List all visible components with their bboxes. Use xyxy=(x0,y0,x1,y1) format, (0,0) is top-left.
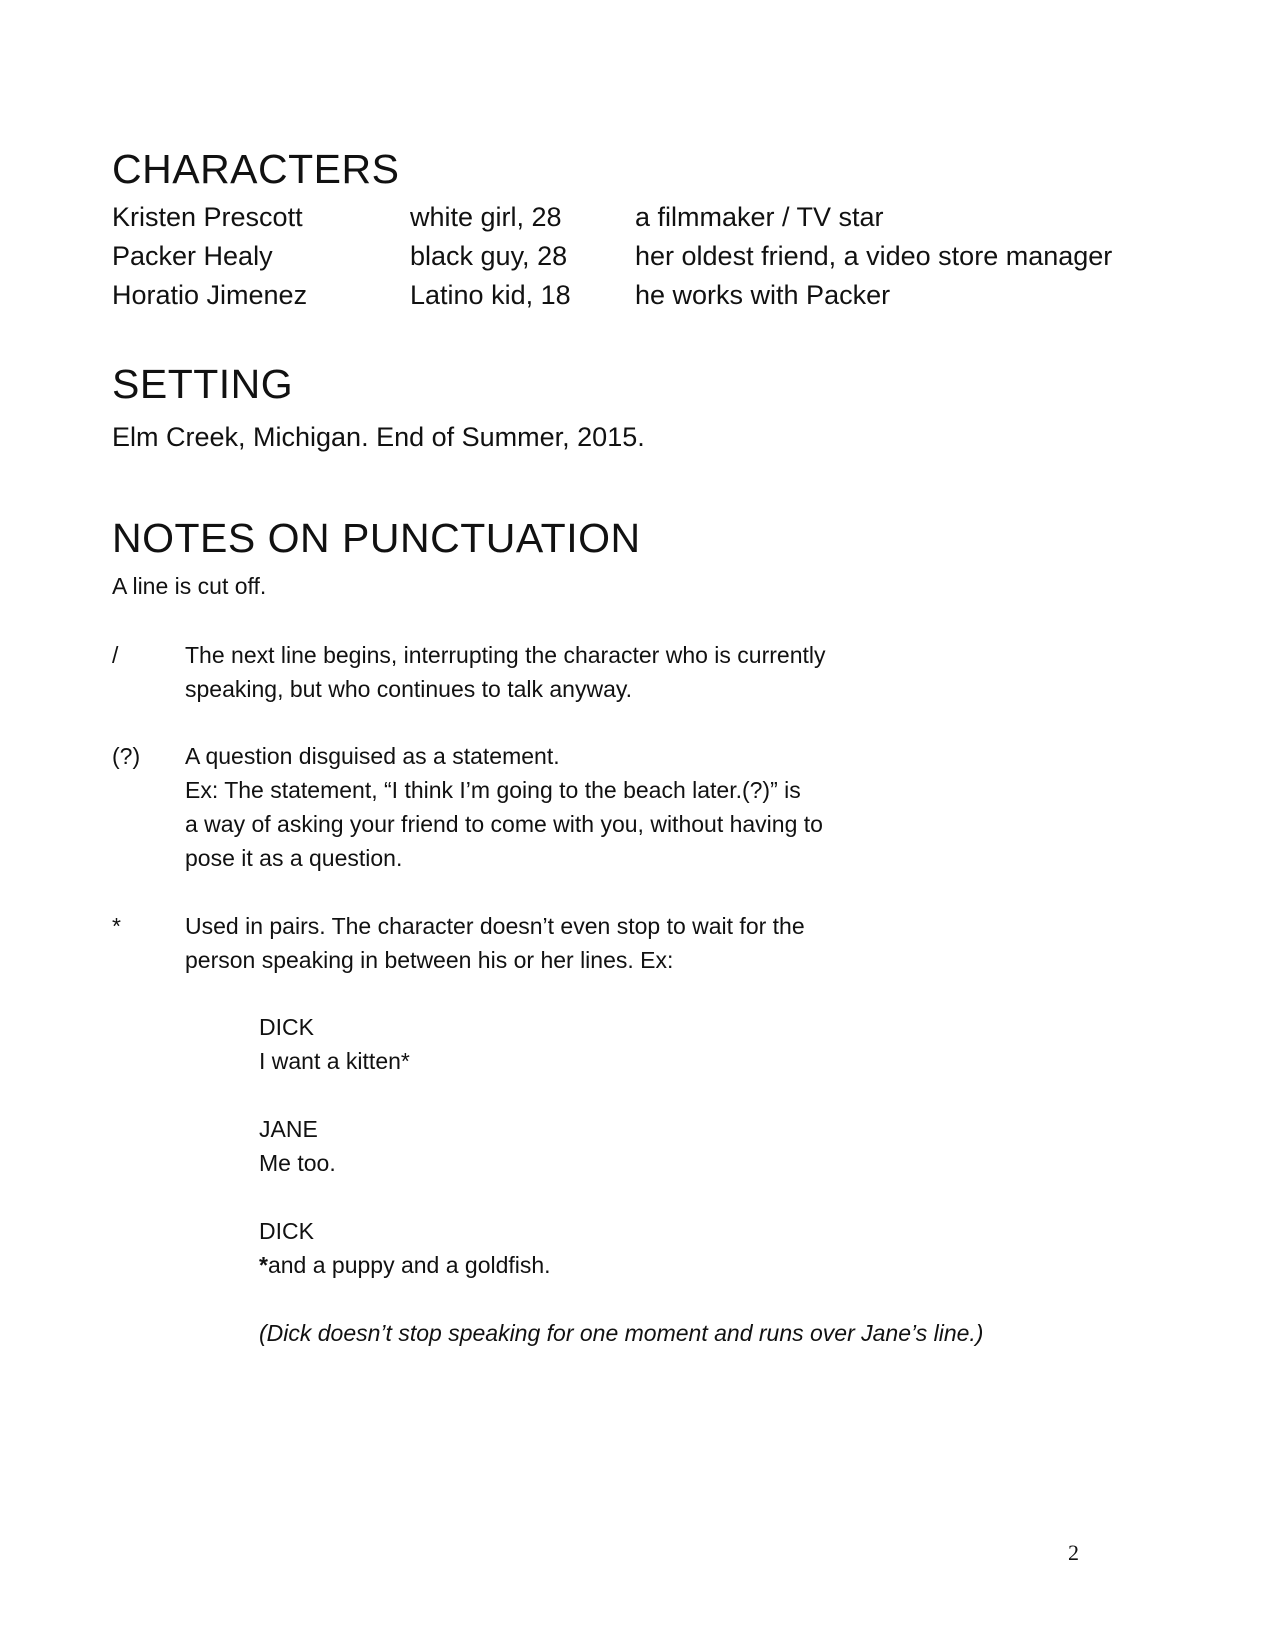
character-name: Packer Healy xyxy=(112,241,273,271)
question-symbol: (?) xyxy=(112,743,141,769)
star-line: Used in pairs. The character doesn’t even stop to wait for the xyxy=(185,913,805,939)
slash-symbol: / xyxy=(112,642,119,668)
slash-line: The next line begins, interrupting the character who is currently xyxy=(185,642,826,668)
setting-text: Elm Creek, Michigan. End of Summer, 2015. xyxy=(112,422,645,452)
character-description: white girl, 28 xyxy=(410,202,562,232)
overlap-star: * xyxy=(259,1252,268,1278)
star-line: person speaking in between his or her lines. Ex: xyxy=(185,947,674,973)
question-line: pose it as a question. xyxy=(185,845,403,871)
characters-heading: CHARACTERS xyxy=(112,146,400,192)
star-symbol: * xyxy=(112,913,121,939)
character-description: black guy, 28 xyxy=(410,241,568,271)
character-name: Kristen Prescott xyxy=(112,202,303,232)
example-speaker: DICK xyxy=(259,1218,314,1244)
question-line: Ex: The statement, “I think I’m going to the beach later.(?)” is xyxy=(185,777,801,803)
slash-line: speaking, but who continues to talk anyway. xyxy=(185,676,633,702)
example-dialogue: I want a kitten* xyxy=(259,1048,410,1074)
example-speaker: DICK xyxy=(259,1014,314,1040)
character-role: her oldest friend, a video store manager xyxy=(635,241,1113,271)
character-description: Latino kid, 18 xyxy=(410,280,571,310)
character-name: Horatio Jimenez xyxy=(112,280,308,310)
character-role: he works with Packer xyxy=(635,280,891,310)
example-dialogue-text: and a puppy and a goldfish. xyxy=(267,1252,551,1278)
setting-heading: SETTING xyxy=(112,361,294,407)
notes-intro: A line is cut off. xyxy=(112,573,267,599)
example-dialogue xyxy=(259,1252,551,1279)
character-role: a filmmaker / TV star xyxy=(635,202,884,232)
notes-heading: NOTES ON PUNCTUATION xyxy=(112,515,641,561)
example-speaker: JANE xyxy=(259,1116,318,1142)
question-line: A question disguised as a statement. xyxy=(185,743,560,769)
question-line: a way of asking your friend to come with you, without having to xyxy=(185,811,823,837)
example-dialogue: Me too. xyxy=(259,1150,336,1176)
page-number: 2 xyxy=(1068,1540,1079,1565)
stage-direction: (Dick doesn’t stop speaking for one moment and runs over Jane’s line.) xyxy=(259,1320,984,1346)
